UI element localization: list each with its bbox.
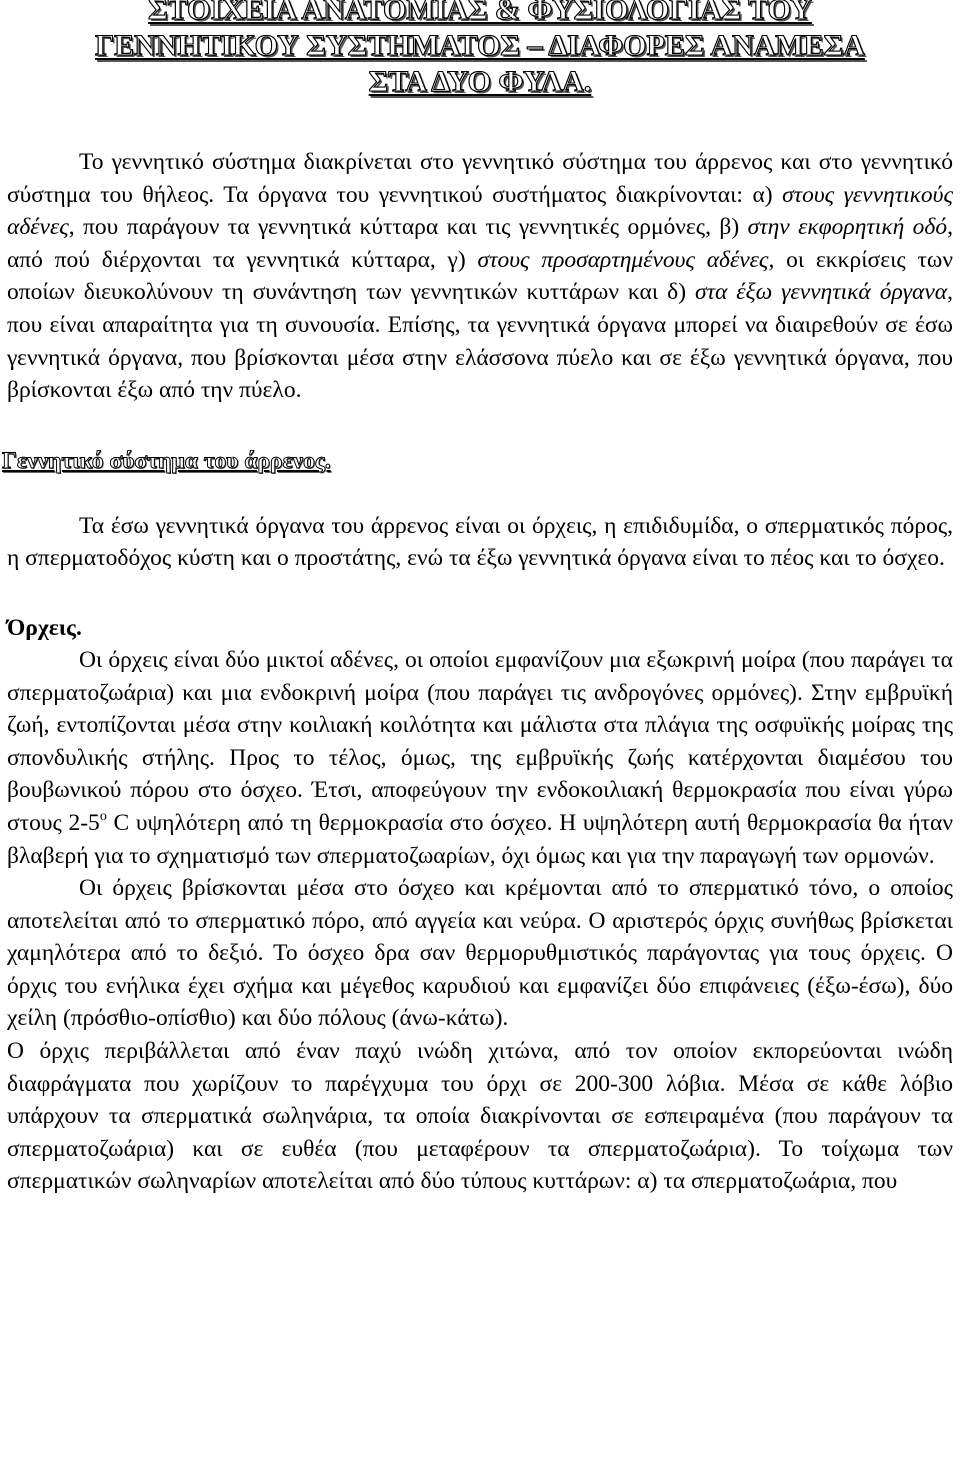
intro-paragraph <box>7 146 953 407</box>
testes-p1-text-2: C υψηλότερη από τη θερμοκρασία στο όσχεο. Η υψηλότερη αυτή θερμοκρασία θα ήταν βλαβερή για το σχηματισμό των σπερματοζωαρίων, όχι όμως και για την παραγωγή των ορμονών. <box>7 809 953 869</box>
degree-superscript: ο <box>99 808 107 824</box>
document-title <box>7 0 953 100</box>
intro-emphasis-4: στα έξω γεννητικά όργανα <box>695 279 948 306</box>
title-line-1: ΣΤΟΙΧΕΙΑ ΑΝΑΤΟΜΙΑΣ & ΦΥΣΙΟΛΟΓΙΑΣ ΤΟΥ <box>148 0 812 26</box>
intro-text-1: Το γεννητικό σύστημα διακρίνεται στο γεννητικό σύστημα του άρρενος και στο γεννητικό σύστημα του θήλεος. Τα όργανα του γεννητικού συστήματος διακρίνονται: α) <box>7 149 953 208</box>
document-page <box>2 0 953 1198</box>
testes-paragraph-3: Ο όρχις περιβάλλεται από έναν παχύ ινώδη χιτώνα, από τον οποίον εκπορεύονται ινώδη διαφράγματα που χωρίζουν το παρέγχυμα του όρχι σε 200-300 λόβια. Μέσα σε κάθε λόβιο υπάρχουν τα σπερματικά σωληνάρια, τα οποία διακρίνονται σε εσπειραμένα (που παράγουν τα σπερματοζωάρια) και σε ευθέα (που μεταφέρουν τα σπερματοζωάρια). Το τοίχωμα των σπερματικών σωληναρίων αποτελείται από δύο τύπους κυττάρων: α) τα σπερματοζωάρια, που <box>7 1038 953 1195</box>
intro-text-4: , οι εκκρίσεις των οποίων διευκολύνουν τη συνάντηση των γεννητικών κυττάρων και δ) <box>7 246 953 306</box>
intro-emphasis-1: στους γεννητικούς αδένες <box>7 181 953 241</box>
testes-paragraph-1 <box>7 644 953 872</box>
intro-text-5: , που είναι απαραίτητα για τη συνουσία. Επίσης, τα γεννητικά όργανα μπορεί να διαιρεθούν σε έσω γεννητικά όργανα, που βρίσκονται μέσα στην ελάσσονα πύελο και σε έξω γεννητικά όργανα, που βρίσκονται έξω από την πύελο. <box>7 279 953 404</box>
testes-p1-text-1: Οι όρχεις είναι δύο μικτοί αδένες, οι οποίοι εμφανίζουν μια εξωκρινή μοίρα (που παράγει τα σπερματοζωάρια) και μια ενδοκρινή μοίρα (που παράγει τις ανδρογόνες ορμόνες). Στην εμβρυϊκή ζωή, εντοπίζονται μέσα στην κοιλιακή κοιλότητα και μάλιστα στα πλάγια της οσφυϊκής μοίρας της σπονδυλικής στήλης. Προς το τέλος, όμως, της εμβρυϊκής ζωής κατέρχονται διαμέσου του βουβωνικού πόρου στο όσχεο. Έτσι, αποφεύγουν την ενδοκοιλιακή θερμοκρασία που είναι γύρω στους 2-5 <box>7 646 953 836</box>
intro-text-2: , που παράγουν τα γεννητικά κύτταρα και τις γεννητικές ορμόνες, β) <box>68 214 748 241</box>
title-line-3: ΣΤΑ ΔΥΟ ΦΥΛΑ. <box>368 65 592 98</box>
testes-heading: Όρχεις. <box>7 614 82 641</box>
testes-paragraph-2: Οι όρχεις βρίσκονται μέσα στο όσχεο και κρέμονται από το σπερματικό τόνο, ο οποίος αποτελείται από το σπερματικό πόρο, από αγγεία και νεύρα. Ο αριστερός όρχις συνήθως βρίσκεται χαμηλότερα από το δεξιό. Το όσχεο δρα σαν θερμορυθμιστικός παράγοντας για τους όρχεις. Ο όρχις του ενήλικα έχει σχήμα και μέγεθος καρυδιού και εμφανίζει δύο επιφάνειες (έξω-έσω), δύο χείλη (πρόσθιο-οπίσθιο) και δύο πόλους (άνω-κάτω). <box>7 875 953 1032</box>
intro-emphasis-2: στην εκφορητική οδό <box>747 214 948 241</box>
male-intro-paragraph: Τα έσω γεννητικά όργανα του άρρενος είναι οι όρχεις, η επιδιδυμίδα, ο σπερματικός πόρος, η σπερματοδόχος κύστη και ο προστάτης, ενώ τα έξω γεννητικά όργανα είναι το πέος και το όσχεο. <box>7 512 953 572</box>
intro-emphasis-3: στους προσαρτημένους αδένες <box>477 246 769 273</box>
intro-text-3: , από πού διέρχονται τα γεννητικά κύτταρα, γ) <box>7 214 953 273</box>
male-system-heading: Γεννητικό σύστημα του άρρενος. <box>2 447 331 474</box>
title-line-2: ΓΕΝΝΗΤΙΚΟΥ ΣΥΣΤΗΜΑΤΟΣ – ΔΙΑΦΟΡΕΣ ΑΝΑΜΕΣΑ <box>95 29 865 62</box>
